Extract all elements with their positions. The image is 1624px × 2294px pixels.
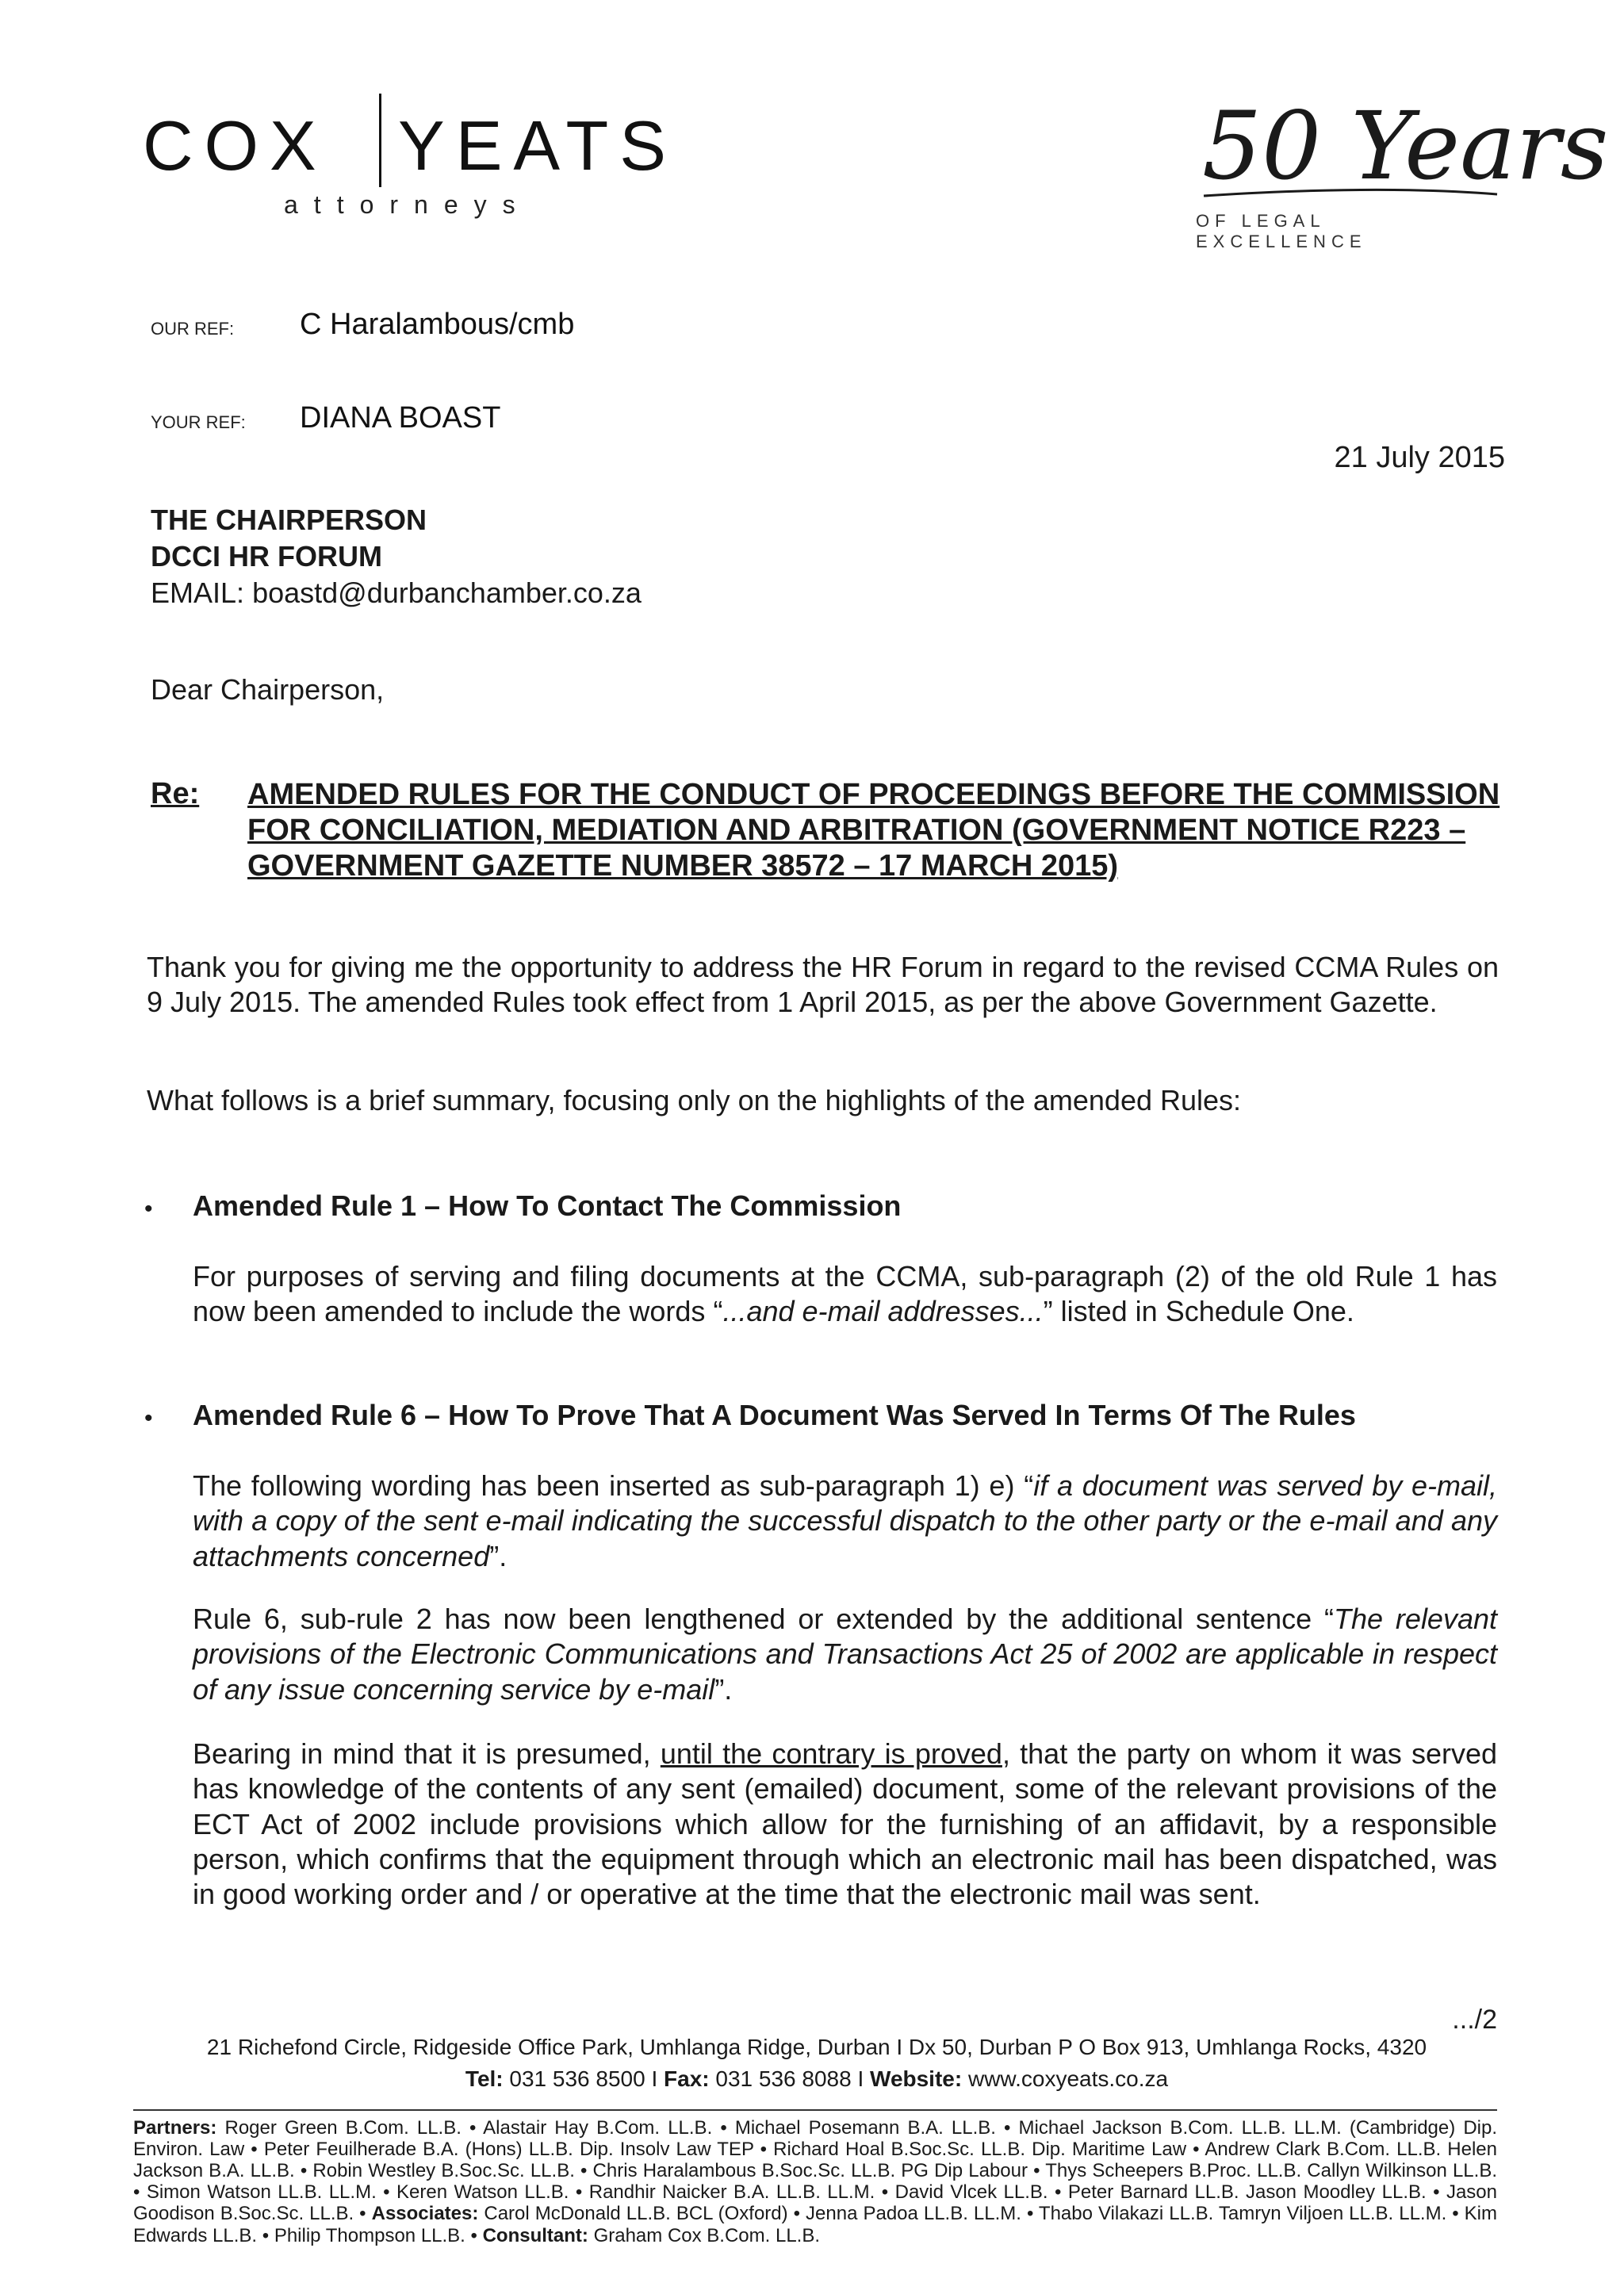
footer-address: 21 Richefond Circle, Ridgeside Office Park, Umhlanga Ridge, Durban I Dx 50, Durban P O Box 913, Umhlanga Rocks, 4320 xyxy=(206,2035,1427,2059)
rule6-paragraph-3: Bearing in mind that it is presumed, until the contrary is proved, that the party on whom it was served has knowledge of the contents of any sent (emailed) document, some of the relevant provisions of the ECT Act of 2002 include provisions which allow for the furnishing of an affidavit, by a responsible person, which confirms that the equipment through which an electronic mail has been dispatched, was in good working order and / or operative at the time that the electronic mail was sent. xyxy=(193,1737,1497,1911)
rule6-paragraph-2: Rule 6, sub-rule 2 has now been lengthened or extended by the additional sentence “The relevant provisions of the Electronic Communications and Transactions Act 25 of 2002 are applicable in respect of any issue concerning service by e-mail”. xyxy=(193,1603,1498,1706)
intro-paragraph-1: Thank you for giving me the opportunity to address the HR Forum in regard to the revised CCMA Rules on 9 July 2015. The amended Rules took effect from 1 April 2015, as per the above Government Gazette. xyxy=(147,951,1499,1019)
footer-divider xyxy=(133,2109,1497,2111)
rule1-heading: Amended Rule 1 – How To Contact The Commission xyxy=(193,1189,902,1222)
rule6-heading: Amended Rule 6 – How To Prove That A Document Was Served In Terms Of The Rules xyxy=(193,1399,1356,1431)
addressee-line2: DCCI HR FORUM xyxy=(151,540,382,573)
intro-paragraph-2: What follows is a brief summary, focusing only on the highlights of the amended Rules: xyxy=(147,1084,1242,1116)
salutation: Dear Chairperson, xyxy=(151,673,385,706)
partners-list: Partners: Roger Green B.Com. LL.B. • Alastair Hay B.Com. LL.B. • Michael Posemann B.A. LL.B. • Michael Jackson B.Com. LL.B. LL.M. (Cambridge) Dip. Environ. Law • Peter Feuilherade B.A. (Hons) LL.B. Dip. Insolv Law TEP • Richard Hoal B.Soc.Sc. LL.B. Dip. Maritime Law • Andrew Clark B.Com. LL.B. Helen Jackson B.A. LL.B. • Robin Westley B.Soc.Sc. LL.B. • Chris Haralambous B.Soc.Sc. LL.B. PG Dip Labour • Thys Scheepers B.Proc. LL.B. Callyn Wilkinson LL.B. • Simon Watson LL.B. LL.M. • Keren Watson LL.B. • Randhir Naicker B.A. LL.B. LL.M. • David Vlcek LL.B. • Peter Barnard LL.B. Jason Moodley LL.B. • Jason Goodison B.Soc.Sc. LL.B. • Associates: Carol McDonald LL.B. BCL (Oxford) • Jenna Padoa LL.B. LL.M. • Thabo Vilakazi LL.B. Tamryn Viljoen LL.B. LL.M. • Kim Edwards LL.B. • Philip Thompson LL.B. • Consultant: Graham Cox B.Com. LL.B. xyxy=(133,2117,1498,2246)
your-ref-value: DIANA BOAST xyxy=(300,401,501,435)
email-address[interactable]: boastd@durbanchamber.co.za xyxy=(252,576,642,609)
our-ref-label: OUR REF: xyxy=(151,319,235,339)
footer-website[interactable]: www.coxyeats.co.za xyxy=(967,2066,1169,2091)
addressee-line1: THE CHAIRPERSON xyxy=(151,504,427,536)
logo-subtitle: attorneys xyxy=(284,190,531,219)
footer-fax: 031 536 8088 xyxy=(715,2066,852,2091)
rule6-underlined-phrase: until the contrary is proved xyxy=(660,1737,1002,1770)
email-label: EMAIL: xyxy=(151,576,245,609)
rule1-bullet: • xyxy=(144,1196,153,1222)
addressee-email xyxy=(151,576,642,610)
page-continuation: .../2 xyxy=(1452,2005,1497,2035)
rule1-text: For purposes of serving and filing documents at the CCMA, sub-paragraph (2) of the old Rule 1 has now been amended to include the words “...and e-mail addresses...” listed in Schedule One. xyxy=(193,1260,1497,1328)
our-ref-value: C Haralambous/cmb xyxy=(300,308,575,341)
logo-divider xyxy=(379,94,381,187)
rule6-quote-1: if a document was served by e-mail, with a copy of the sent e-mail indicating the successful dispatch to the other party or the e-mail and any attachments concerned xyxy=(193,1469,1498,1572)
rule6-bullet: • xyxy=(144,1405,153,1431)
logo-yeats: YEATS xyxy=(398,106,678,185)
footer-tel: 031 536 8500 xyxy=(509,2066,645,2091)
anniversary-logo xyxy=(1196,75,1609,210)
anniversary-tagline: OF LEGAL EXCELLENCE xyxy=(1196,211,1367,251)
rule6-quote-2: The relevant provisions of the Electronic Communications and Transactions Act 25 of 2002 are applicable in respect of any issue concerning service by e-mail xyxy=(193,1603,1498,1706)
logo-cox: COX xyxy=(143,106,327,185)
anniversary-script: 50 Years xyxy=(1202,91,1609,201)
subject-title: AMENDED RULES FOR THE CONDUCT OF PROCEEDINGS BEFORE THE COMMISSION FOR CONCILIATION, MEDIATION AND ARBITRATION (GOVERNMENT NOTICE R223 – GOVERNMENT GAZETTE NUMBER 38572 – 17 MARCH 2015) xyxy=(247,778,1500,883)
rule1-quote: ...and e-mail addresses... xyxy=(722,1295,1044,1328)
subject-label: Re: xyxy=(151,777,200,810)
footer-contacts: Tel: 031 536 8500 I Fax: 031 536 8088 I Website: www.coxyeats.co.za xyxy=(465,2066,1169,2091)
rule6-paragraph-1: The following wording has been inserted as sub-paragraph 1) e) “if a document was served by e-mail, with a copy of the sent e-mail indicating the successful dispatch to the other party or the e-mail and any attachments concerned”. xyxy=(193,1469,1498,1572)
letter-date: 21 July 2015 xyxy=(1334,441,1505,474)
your-ref-label: YOUR REF: xyxy=(151,412,246,432)
